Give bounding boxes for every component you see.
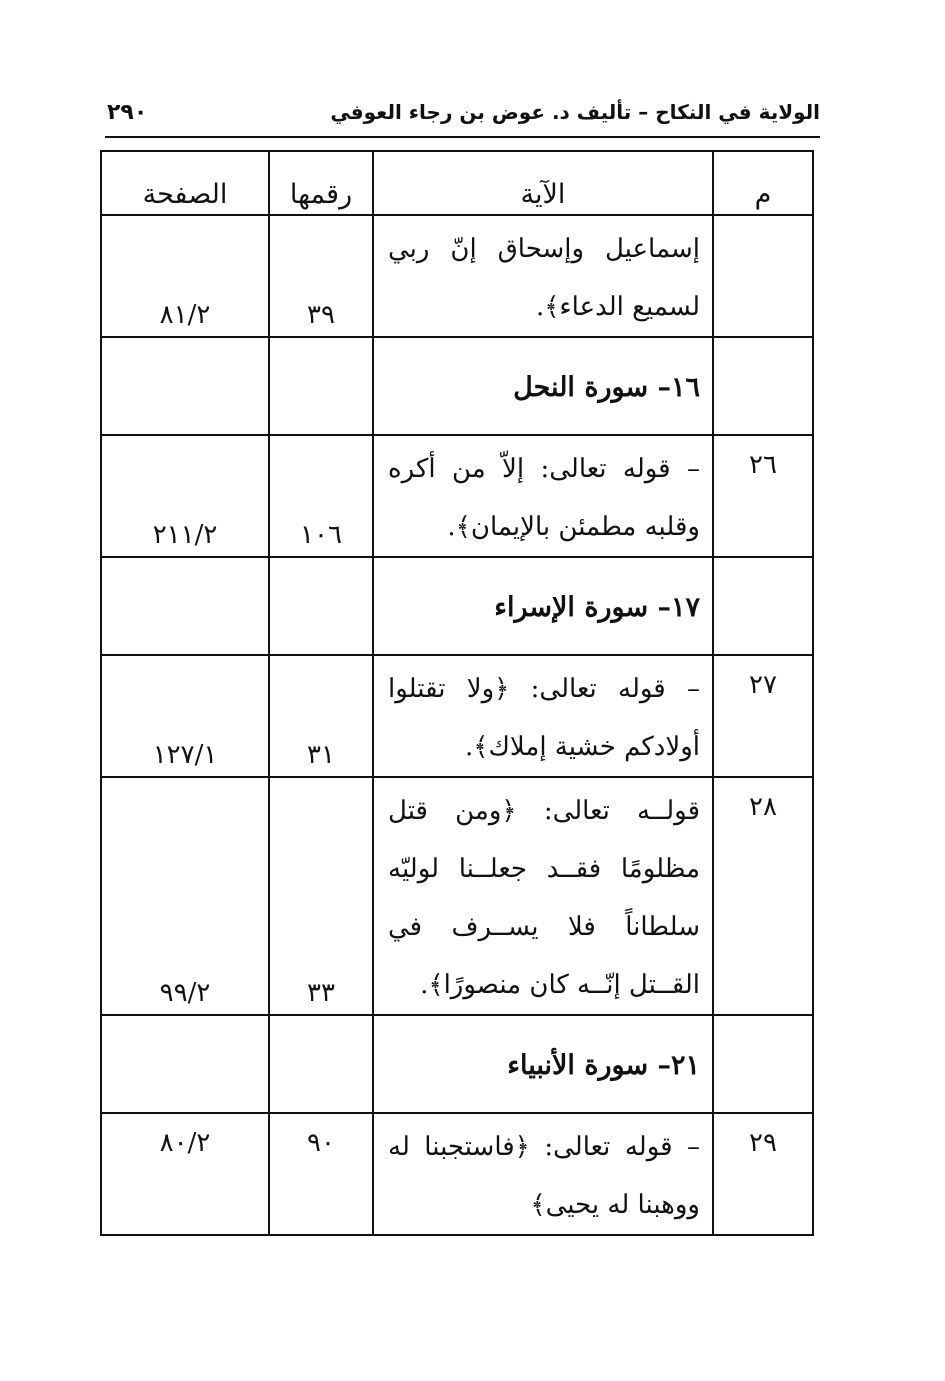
row-verse-number: ٣١	[269, 655, 373, 777]
row-num: ٢٦	[713, 435, 813, 557]
table-row	[101, 435, 813, 557]
surah-row	[101, 557, 813, 655]
table-row	[101, 777, 813, 1015]
row-verse-number: ٣٩	[269, 215, 373, 337]
column-header-verse-number: رقمها	[269, 151, 373, 215]
page-header	[105, 96, 820, 138]
row-verse-number: ٩٠	[269, 1113, 373, 1235]
surah-page-cell	[101, 337, 269, 435]
row-num	[713, 215, 813, 337]
column-header-num: م	[713, 151, 813, 215]
row-verse: – قوله تعالى: ﴿ولا تقتلوا أولادكم خشية إملاك﴾.	[373, 655, 713, 777]
surah-heading: ١٧– سورة الإسراء	[373, 557, 713, 655]
row-verse-number: ١٠٦	[269, 435, 373, 557]
row-page: ٩٩/٢	[101, 777, 269, 1015]
row-num: ٢٩	[713, 1113, 813, 1235]
row-page: ٢١١/٢	[101, 435, 269, 557]
surah-verse-number-cell	[269, 1015, 373, 1113]
running-title: الولاية في النكاح – تأليف د. عوض بن رجاء العوفي	[330, 100, 820, 124]
surah-num-cell	[713, 557, 813, 655]
page-number: ٢٩٠	[107, 100, 148, 125]
surah-page-cell	[101, 1015, 269, 1113]
row-verse: – قوله تعالى: إلاّ من أكره وقلبه مطمئن بالإيمان﴾.	[373, 435, 713, 557]
row-page: ٨٠/٢	[101, 1113, 269, 1235]
table-header-row	[101, 151, 813, 215]
row-verse: إسماعيل وإسحاق إنّ ربي لسميع الدعاء﴾.	[373, 215, 713, 337]
row-num: ٢٨	[713, 777, 813, 1015]
row-verse: قولــه تعالى: ﴿ومن قتل مظلومًا فقــد جعلــنا لوليّه سلطاناً فلا يســرف في القــتل إنّــه كان منصورًا﴾.	[373, 777, 713, 1015]
surah-verse-number-cell	[269, 337, 373, 435]
row-page: ١٢٧/١	[101, 655, 269, 777]
surah-row	[101, 1015, 813, 1113]
table-row	[101, 215, 813, 337]
surah-verse-number-cell	[269, 557, 373, 655]
column-header-page: الصفحة	[101, 151, 269, 215]
table-row	[101, 655, 813, 777]
surah-heading: ٢١– سورة الأنبياء	[373, 1015, 713, 1113]
table-row	[101, 1113, 813, 1235]
verse-index-table	[100, 150, 814, 1236]
surah-num-cell	[713, 337, 813, 435]
surah-row	[101, 337, 813, 435]
row-verse-number: ٣٣	[269, 777, 373, 1015]
surah-page-cell	[101, 557, 269, 655]
row-num: ٢٧	[713, 655, 813, 777]
surah-heading: ١٦– سورة النحل	[373, 337, 713, 435]
row-verse: – قوله تعالى: ﴿فاستجبنا له ووهبنا له يحيى﴾	[373, 1113, 713, 1235]
row-page: ٨١/٢	[101, 215, 269, 337]
surah-num-cell	[713, 1015, 813, 1113]
column-header-verse: الآية	[373, 151, 713, 215]
